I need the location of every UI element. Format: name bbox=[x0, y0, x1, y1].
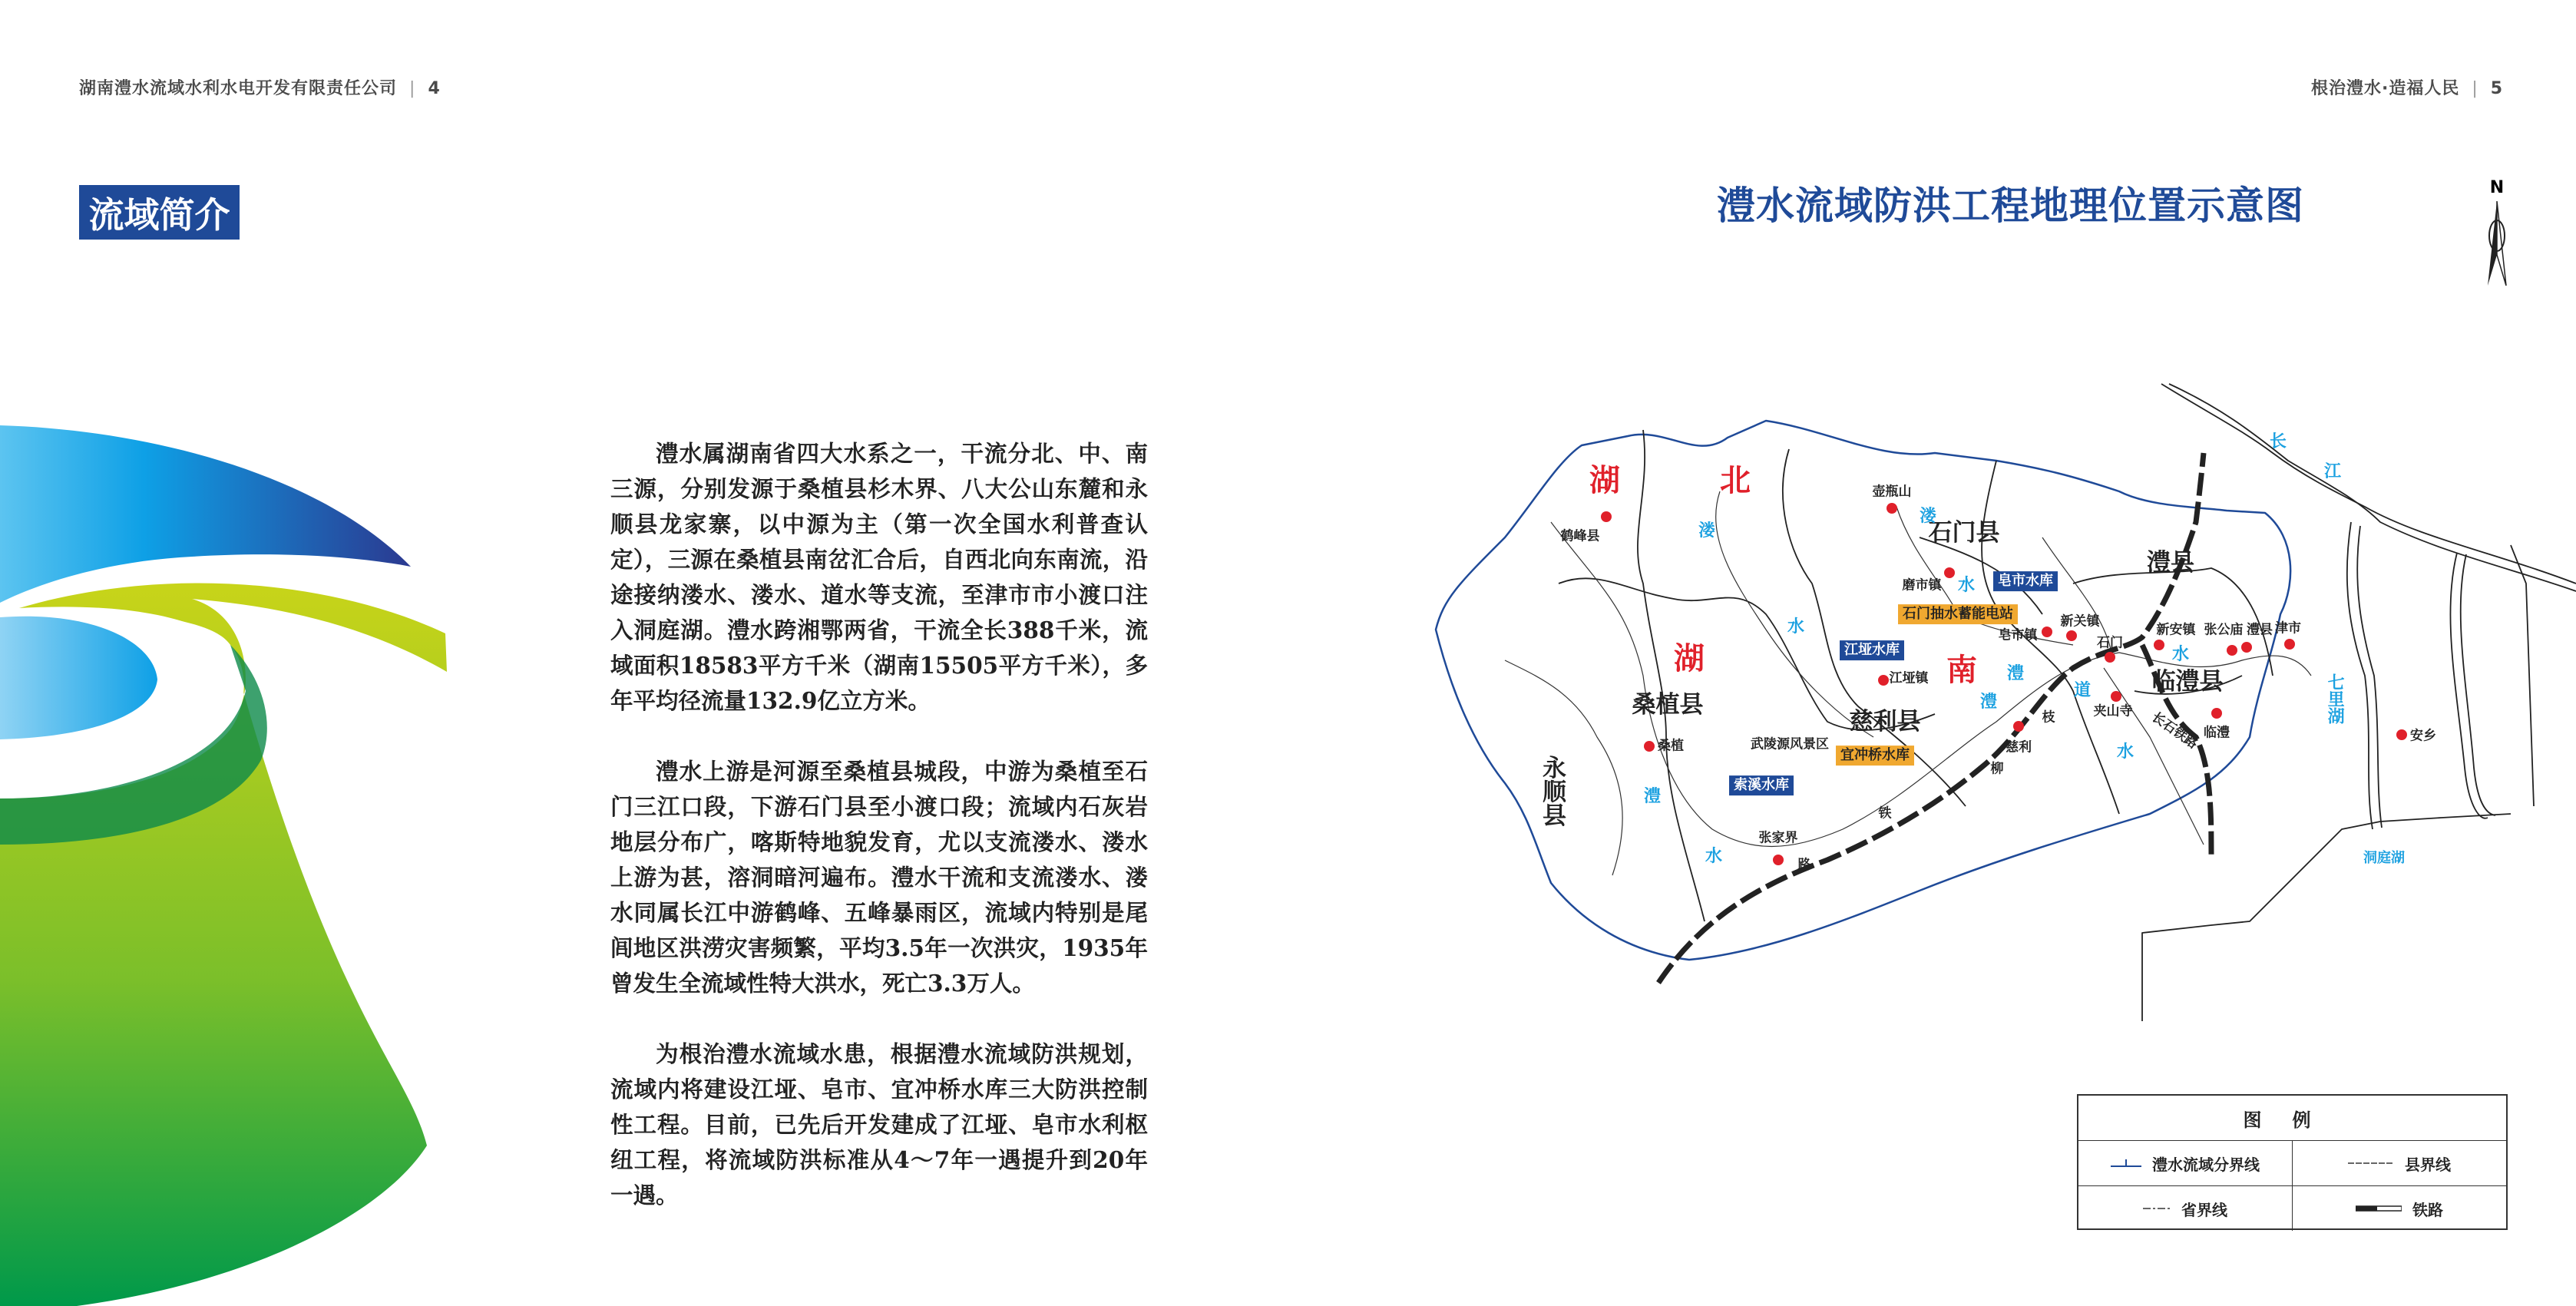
header-divider: | bbox=[409, 79, 416, 98]
river-label: 澧 bbox=[1643, 786, 1662, 806]
river-label: 水 bbox=[1705, 846, 1723, 866]
river-label: 澧 bbox=[2006, 663, 2025, 683]
town-dot bbox=[2396, 729, 2407, 740]
reservoir-label: 皂市水库 bbox=[1993, 571, 2058, 591]
compass-label: N bbox=[2489, 178, 2505, 197]
river-label: 江 bbox=[2323, 461, 2342, 481]
county-label: 慈利县 bbox=[1849, 707, 1921, 736]
town-label: 磨市镇 bbox=[1902, 577, 1942, 593]
river-channel bbox=[2511, 545, 2534, 806]
reservoir-label: 江垭水库 bbox=[1840, 640, 1904, 660]
town-dot bbox=[2105, 652, 2115, 663]
lake-shore bbox=[2142, 814, 2511, 1021]
legend-item-province-boundary bbox=[2078, 1186, 2292, 1231]
town-dot bbox=[1887, 503, 1897, 514]
county-label: 桑植县 bbox=[1632, 690, 1704, 719]
county-label: 临澧县 bbox=[2151, 667, 2224, 696]
river-channel bbox=[2450, 553, 2488, 818]
town-dot bbox=[2066, 630, 2077, 641]
town-dot bbox=[2211, 708, 2222, 719]
railway-label: 长石铁路 bbox=[2148, 709, 2201, 752]
province-label: 南 bbox=[1946, 653, 1977, 688]
river-label: 水 bbox=[2116, 742, 2135, 762]
town-label: 津市 bbox=[2275, 620, 2301, 636]
company-name: 湖南澧水流域水利水电开发有限责任公司 bbox=[79, 79, 398, 98]
page-number-right: 5 bbox=[2490, 79, 2504, 98]
legend-item-railway bbox=[2292, 1186, 2506, 1231]
river-label: 长 bbox=[2269, 431, 2287, 451]
town-label: 澧县 bbox=[2247, 622, 2273, 638]
section-title: 流域简介 bbox=[79, 185, 240, 240]
slogan: 根治澧水·造福人民 bbox=[2311, 79, 2460, 98]
town-label: 皂市镇 bbox=[1998, 627, 2038, 643]
town-dot bbox=[1773, 855, 1784, 865]
town-label: 石门 bbox=[2097, 635, 2123, 651]
river-label: 溇 bbox=[1698, 521, 1716, 541]
town-dot bbox=[1644, 741, 1655, 752]
town-label: 新关镇 bbox=[2060, 613, 2100, 630]
legend-label: 铁路 bbox=[2412, 1200, 2443, 1219]
scenic-area-label: 武陵源风景区 bbox=[1751, 736, 1829, 752]
town-label: 张家界 bbox=[1758, 830, 1798, 846]
river bbox=[1716, 491, 1873, 737]
county-label: 澧县 bbox=[2147, 548, 2194, 577]
town-dot bbox=[1601, 511, 1612, 522]
town-label: 鹤峰县 bbox=[1560, 528, 1600, 544]
town-label: 江垭镇 bbox=[1889, 670, 1929, 686]
town-label: 安乡 bbox=[2410, 728, 2436, 744]
town-dot bbox=[2241, 642, 2252, 653]
railway-label: 枝 bbox=[2042, 709, 2055, 726]
river-channel bbox=[2347, 522, 2373, 829]
town-dot bbox=[2013, 721, 2024, 732]
paragraph-3: 为根治澧水流域水患，根据澧水流域防洪规划，流域内将建设江垭、皂市、宜冲桥水库三大防洪控制性工程。目前，已先后开发建成了江垭、皂市水利枢纽工程，将流域防洪标准从4～7年一遇提升到20年一遇。 bbox=[610, 1040, 1148, 1208]
legend-label: 省界线 bbox=[2181, 1200, 2227, 1219]
town-dot bbox=[1878, 675, 1889, 686]
town-label: 桑植 bbox=[1658, 738, 1684, 754]
basin-boundary-symbol-icon bbox=[2111, 1158, 2141, 1169]
railway-symbol-icon bbox=[2356, 1205, 2402, 1212]
page-number-left: 4 bbox=[428, 79, 441, 98]
town-dot bbox=[1944, 567, 1955, 578]
town-dot bbox=[2111, 691, 2121, 702]
river-label: 道 bbox=[2073, 680, 2092, 700]
town-label: 壶瓶山 bbox=[1872, 484, 1912, 500]
legend-item-basin-boundary bbox=[2078, 1141, 2292, 1185]
river-label: 水 bbox=[2171, 644, 2190, 664]
county-label: 石门县 bbox=[1928, 518, 2000, 547]
paragraph-2: 澧水上游是河源至桑植县城段，中游为桑植至石门三江口段，下游石门县至小渡口段；流域内石灰岩地层分布广，喀斯特地貌发育，尤以支流溇水、溇水上游为甚，溶洞暗河遍布。澧水干流和支流溇水、溇水同属长江中游鹤峰、五峰暴雨区，流域内特别是尾闾地区洪涝灾害频繁，平均3.5年一次洪灾，1935年曾发生全流域性特大洪水，死亡3.3万人。 bbox=[610, 758, 1148, 997]
paragraph-1: 澧水属湖南省四大水系之一，干流分北、中、南三源，分别发源于桑植县杉木界、八大公山东麓和永顺县龙家寨，以中源为主（第一次全国水利普查认定），三源在桑植县南岔汇合后，自西北向东南流，沿途接纳溇水、溇水、道水等支流，至津市市小渡口注入洞庭湖。澧水跨湘鄂两省，干流全长388千米，流域面积18583平方千米（湖南15505平方千米），多年平均径流量132.9亿立方米。 bbox=[610, 440, 1148, 714]
town-label: 新安镇 bbox=[2156, 622, 2196, 638]
county-label: 永顺县 bbox=[1538, 755, 1566, 827]
railway-label: 路 bbox=[1797, 857, 1811, 873]
lake-label: 洞庭湖 bbox=[2363, 850, 2405, 867]
town-label: 张公庙 bbox=[2204, 622, 2244, 638]
map-title: 澧水流域防洪工程地理位置示意图 bbox=[1717, 184, 2304, 228]
river-label: 澧 bbox=[1979, 692, 1998, 712]
town-dot bbox=[2154, 640, 2164, 650]
river-label: 水 bbox=[1787, 617, 1805, 636]
legend-label: 县界线 bbox=[2405, 1155, 2451, 1174]
province-label: 湖 bbox=[1589, 463, 1620, 498]
yangtze-bank bbox=[2169, 384, 2576, 591]
town-label: 夹山寺 bbox=[2093, 703, 2133, 719]
reservoir-label: 索溪水库 bbox=[1729, 775, 1794, 795]
town-label: 慈利 bbox=[2006, 739, 2032, 755]
town-dot bbox=[2042, 627, 2052, 637]
legend-item-county-boundary bbox=[2292, 1141, 2506, 1185]
railway-label: 铁 bbox=[1878, 805, 1892, 822]
province-label: 湖 bbox=[1674, 641, 1705, 676]
town-dot bbox=[2284, 639, 2295, 650]
railway-label: 柳 bbox=[1990, 761, 2004, 777]
county-boundary-symbol-icon bbox=[2348, 1161, 2394, 1165]
town-label: 临澧 bbox=[2204, 725, 2230, 741]
pumped-storage-label: 石门抽水蓄能电站 bbox=[1898, 604, 2018, 624]
map-legend bbox=[2077, 1094, 2508, 1230]
province-label: 北 bbox=[1720, 463, 1751, 498]
town-dot bbox=[2227, 645, 2237, 656]
river-label: 溇 bbox=[1919, 506, 1937, 526]
lake-label: 七里湖 bbox=[2325, 673, 2345, 724]
planned-reservoir-label: 宜冲桥水库 bbox=[1836, 746, 1914, 765]
legend-title: 图例 bbox=[2078, 1096, 2506, 1141]
legend-label: 澧水流域分界线 bbox=[2152, 1155, 2260, 1174]
province-boundary-symbol-icon bbox=[2143, 1206, 2171, 1211]
river-label: 水 bbox=[1957, 575, 1976, 595]
header-divider: | bbox=[2472, 79, 2478, 98]
